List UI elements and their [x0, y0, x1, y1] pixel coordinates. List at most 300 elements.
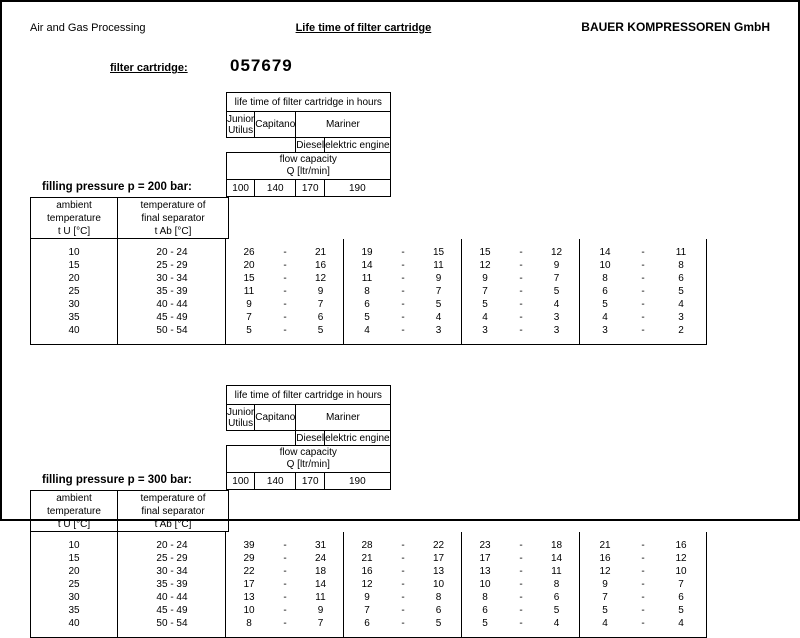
val-170-min: 17 [462, 552, 513, 565]
val-140-max: 17 [432, 553, 445, 564]
val-170-min: 3 [462, 324, 513, 344]
val-100-max: 6 [317, 312, 324, 323]
val-100-max: 11 [315, 592, 326, 603]
tab-value: 20 - 24 [118, 532, 227, 552]
val-100-max: 5 [317, 325, 324, 336]
val-170-max: 9 [553, 260, 560, 271]
table-row [226, 578, 706, 591]
flow-140-200: 140 [255, 180, 296, 197]
val-140-max: 4 [435, 312, 442, 323]
flow-line2-200: Q [ltr/min] [286, 166, 330, 177]
flow-line1-300: flow capacity [279, 447, 337, 458]
document-title: Life time of filter cartridge [295, 22, 432, 34]
val-190-min: 4 [580, 311, 635, 324]
val-170-min: 23 [462, 532, 513, 552]
filter-cartridge-label: filter cartridge: [110, 62, 188, 74]
spacer-b-200 [255, 138, 296, 153]
separator-line1-300: temperature of [140, 492, 206, 504]
val-170-max: 12 [550, 247, 563, 258]
val-140-min: 7 [344, 604, 395, 617]
table-row [226, 617, 706, 637]
dash: - [519, 260, 523, 271]
val-170-min: 5 [462, 617, 513, 637]
val-140-min: 4 [344, 324, 395, 344]
val-190-min: 12 [580, 565, 635, 578]
dash: - [519, 325, 523, 336]
flow-capacity-200 [227, 153, 391, 180]
val-100-min: 39 [243, 540, 255, 551]
val-190-max: 7 [678, 579, 684, 590]
val-140-max: 22 [432, 540, 445, 551]
tab-value: 50 - 54 [118, 324, 227, 344]
val-140-max: 5 [435, 299, 442, 310]
flow-190-300: 190 [325, 473, 390, 490]
val-190-max: 10 [675, 566, 687, 577]
tab-value: 50 - 54 [118, 617, 227, 637]
val-100-max: 21 [314, 247, 327, 258]
val-100-min: 10 [243, 605, 255, 616]
table-title-300: life time of filter cartridge in hours [227, 386, 391, 405]
ambient-line1-200: ambient [56, 199, 92, 211]
val-170-min: 5 [462, 298, 513, 311]
series-junior-line1-200: Junior [227, 113, 255, 125]
val-100-min: 29 [243, 553, 255, 564]
dash: - [401, 605, 405, 616]
flow-190-200: 190 [325, 180, 390, 197]
document-header [30, 12, 770, 34]
dash: - [283, 325, 287, 336]
table-row [31, 552, 226, 565]
dash: - [283, 592, 287, 603]
dash: - [401, 286, 405, 297]
val-140-max: 11 [433, 260, 444, 271]
mariner-diesel-300: Diesel [296, 432, 325, 444]
tab-value: 35 - 39 [118, 578, 227, 591]
val-190-max: 12 [675, 553, 687, 564]
val-170-max: 5 [553, 605, 560, 616]
series-capitano-300: Capitano [255, 405, 296, 431]
tab-value: 45 - 49 [118, 311, 227, 324]
separator-line1-200: temperature of [140, 199, 206, 211]
separator-line2-200: final separator [141, 212, 205, 224]
company-name: BAUER KOMPRESSOREN GmbH [581, 20, 770, 34]
series-junior-line2-300: Utilus [228, 417, 254, 429]
temp-values-table-300 [31, 532, 226, 637]
val-140-min: 12 [344, 578, 395, 591]
val-100-max: 16 [314, 260, 327, 271]
val-190-min: 6 [580, 285, 635, 298]
dash: - [401, 618, 405, 629]
dash: - [641, 566, 645, 577]
val-190-max: 16 [675, 540, 687, 551]
dash: - [283, 312, 287, 323]
val-170-max: 3 [553, 325, 560, 336]
document-body [30, 12, 770, 629]
mariner-electric-200: elektric engine [325, 139, 390, 151]
mariner-diesel-200: Diesel [296, 139, 325, 151]
dash: - [641, 247, 645, 258]
val-170-max: 11 [551, 566, 562, 577]
val-100-max: 12 [314, 273, 327, 284]
dash: - [641, 273, 645, 284]
table-row [31, 239, 226, 259]
dash: - [519, 312, 523, 323]
val-100-max: 7 [317, 618, 324, 629]
tu-value: 35 [68, 605, 80, 616]
val-190-max: 6 [678, 273, 684, 284]
dash: - [519, 299, 523, 310]
ambient-temp-header-200 [31, 198, 118, 239]
lifetime-values-table-200 [226, 239, 706, 344]
dash: - [401, 592, 405, 603]
dash: - [641, 286, 645, 297]
tu-value: 30 [68, 592, 80, 603]
data-right-300 [226, 532, 707, 638]
val-140-min: 11 [344, 272, 395, 285]
tu-value: 10 [68, 540, 80, 551]
val-170-min: 7 [462, 285, 513, 298]
val-170-max: 6 [553, 592, 560, 603]
dash: - [401, 312, 405, 323]
dash: - [519, 273, 523, 284]
flow-line2-300: Q [ltr/min] [286, 459, 330, 470]
val-140-min: 5 [344, 311, 395, 324]
table-row [31, 298, 226, 311]
filter-cartridge-number: 057679 [230, 56, 293, 75]
val-100-min: 11 [243, 286, 255, 297]
val-190-min: 5 [580, 604, 635, 617]
dash: - [283, 540, 287, 551]
table-row [226, 591, 706, 604]
tu-value: 30 [68, 299, 80, 310]
val-190-max: 5 [678, 286, 684, 297]
separator-line3-300: t Ab [°C] [154, 518, 192, 530]
table-row [31, 565, 226, 578]
dash: - [283, 247, 287, 258]
table-row [226, 239, 706, 259]
tu-value: 20 [68, 566, 80, 577]
dash: - [283, 273, 287, 284]
dash: - [283, 299, 287, 310]
val-190-max: 11 [675, 247, 687, 258]
tab-value: 20 - 24 [118, 239, 227, 259]
table-row [31, 604, 226, 617]
table-row [226, 272, 706, 285]
dash: - [519, 566, 523, 577]
dash: - [519, 553, 523, 564]
series-junior-200 [227, 112, 255, 138]
axis-header-row-200 [30, 197, 770, 239]
mariner-electric-300: elektric engine [325, 432, 390, 444]
pressure-block-300 [30, 385, 770, 638]
val-190-max: 4 [678, 618, 684, 629]
axis-header-row-300 [30, 490, 770, 532]
flow-140-300: 140 [255, 473, 296, 490]
val-100-max: 31 [314, 540, 327, 551]
dash: - [519, 579, 523, 590]
val-140-min: 14 [344, 259, 395, 272]
dash: - [641, 579, 645, 590]
val-190-min: 14 [580, 239, 635, 259]
table-row [226, 532, 706, 552]
val-140-max: 6 [435, 605, 442, 616]
val-140-max: 13 [432, 566, 445, 577]
val-190-max: 2 [678, 325, 684, 336]
table-row [226, 259, 706, 272]
flow-capacity-300 [227, 446, 391, 473]
table-row [226, 552, 706, 565]
tu-value: 15 [68, 260, 80, 271]
val-140-max: 3 [435, 325, 442, 336]
dash: - [519, 605, 523, 616]
filter-cartridge-row [110, 56, 770, 76]
val-100-min: 5 [246, 325, 252, 336]
dash: - [641, 325, 645, 336]
val-170-min: 4 [462, 311, 513, 324]
flow-170-200: 170 [296, 180, 325, 197]
val-140-min: 21 [344, 552, 395, 565]
data-left-200 [30, 239, 226, 345]
val-170-min: 9 [462, 272, 513, 285]
val-190-min: 9 [580, 578, 635, 591]
flow-100-300: 100 [227, 473, 255, 490]
dash: - [519, 592, 523, 603]
series-junior-300 [227, 405, 255, 431]
tu-value: 20 [68, 273, 80, 284]
val-140-min: 8 [344, 285, 395, 298]
spacer-b-300 [255, 431, 296, 446]
val-190-min: 3 [580, 324, 635, 344]
val-170-max: 14 [550, 553, 563, 564]
table-row [226, 565, 706, 578]
val-140-min: 6 [344, 617, 395, 637]
tab-value: 35 - 39 [118, 285, 227, 298]
dash: - [283, 605, 287, 616]
val-140-max: 9 [435, 273, 442, 284]
dash: - [283, 260, 287, 271]
filling-pressure-label-300: filling pressure p = 300 bar: [42, 474, 192, 486]
dash: - [519, 540, 523, 551]
dash: - [641, 605, 645, 616]
table-row [31, 285, 226, 298]
ambient-temp-header-300 [31, 491, 118, 532]
dash: - [641, 312, 645, 323]
tu-value: 35 [68, 312, 80, 323]
series-junior-line1-300: Junior [227, 406, 255, 418]
tu-value: 40 [68, 325, 80, 336]
val-100-min: 26 [243, 247, 255, 258]
val-140-max: 8 [435, 592, 442, 603]
val-100-min: 7 [246, 312, 252, 323]
series-capitano-200: Capitano [255, 112, 296, 138]
val-190-min: 21 [580, 532, 635, 552]
dash: - [401, 553, 405, 564]
tu-value: 15 [68, 553, 80, 564]
axis-header-table-200 [30, 197, 229, 239]
pressure-block-200 [30, 92, 770, 345]
dash: - [519, 618, 523, 629]
filling-pressure-label-200: filling pressure p = 200 bar: [42, 181, 192, 193]
val-140-min: 16 [344, 565, 395, 578]
val-100-min: 9 [246, 299, 252, 310]
ambient-line3-200: t U [°C] [57, 225, 91, 237]
ambient-line2-200: temperature [47, 212, 101, 224]
dash: - [641, 553, 645, 564]
tu-value: 10 [68, 247, 80, 258]
flow-170-300: 170 [296, 473, 325, 490]
data-left-300 [30, 532, 226, 638]
block-header-200 [30, 92, 770, 197]
data-region-200 [30, 239, 770, 345]
tu-value: 25 [68, 579, 80, 590]
table-row [31, 591, 226, 604]
tab-value: 25 - 29 [118, 259, 227, 272]
separator-temp-header-200 [118, 198, 229, 239]
val-100-min: 15 [243, 273, 255, 284]
series-mariner-200: Mariner [296, 112, 390, 138]
val-100-min: 8 [246, 618, 252, 629]
dash: - [519, 286, 523, 297]
table-row [31, 259, 226, 272]
table-row [31, 532, 226, 552]
val-100-min: 13 [243, 592, 255, 603]
val-190-max: 6 [678, 592, 684, 603]
ambient-line1-300: ambient [56, 492, 92, 504]
table-row [226, 311, 706, 324]
val-190-min: 5 [580, 298, 635, 311]
val-140-max: 5 [435, 618, 442, 629]
val-170-min: 8 [462, 591, 513, 604]
val-190-min: 7 [580, 591, 635, 604]
val-190-min: 16 [580, 552, 635, 565]
dash: - [401, 247, 405, 258]
ambient-line3-300: t U [°C] [57, 518, 91, 530]
val-140-max: 10 [432, 579, 445, 590]
dash: - [283, 618, 287, 629]
table-header-200 [226, 92, 391, 197]
val-170-max: 7 [553, 273, 560, 284]
data-right-200 [226, 239, 707, 345]
table-row [31, 617, 226, 637]
dash: - [641, 299, 645, 310]
val-140-max: 7 [435, 286, 442, 297]
tu-value: 40 [68, 618, 80, 629]
tab-value: 30 - 34 [118, 565, 227, 578]
val-100-min: 22 [243, 566, 255, 577]
val-190-max: 3 [678, 312, 684, 323]
table-row [31, 311, 226, 324]
val-190-min: 10 [580, 259, 635, 272]
separator-temp-header-300 [118, 491, 229, 532]
dash: - [401, 299, 405, 310]
dash: - [519, 247, 523, 258]
series-mariner-300: Mariner [296, 405, 390, 431]
val-100-max: 18 [314, 566, 327, 577]
val-140-max: 15 [432, 247, 445, 258]
val-190-min: 4 [580, 617, 635, 637]
val-100-max: 14 [314, 579, 327, 590]
lifetime-values-table-300 [226, 532, 706, 637]
table-title-200: life time of filter cartridge in hours [227, 93, 391, 112]
block-header-300 [30, 385, 770, 490]
dash: - [401, 325, 405, 336]
val-170-max: 3 [553, 312, 560, 323]
dash: - [641, 592, 645, 603]
table-row [226, 298, 706, 311]
table-row [226, 324, 706, 344]
val-100-min: 20 [243, 260, 255, 271]
table-header-300 [226, 385, 391, 490]
flow-100-200: 100 [227, 180, 255, 197]
val-170-max: 4 [553, 618, 560, 629]
val-190-max: 8 [678, 260, 684, 271]
val-170-max: 4 [553, 299, 560, 310]
tab-value: 25 - 29 [118, 552, 227, 565]
header-left-text: Air and Gas Processing [30, 22, 146, 34]
val-100-max: 24 [314, 553, 327, 564]
axis-header-table-300 [30, 490, 229, 532]
table-row [226, 285, 706, 298]
table-row [226, 604, 706, 617]
spacer-a-300 [227, 431, 255, 446]
val-100-max: 9 [317, 286, 324, 297]
table-row [31, 578, 226, 591]
dash: - [283, 566, 287, 577]
dash: - [283, 579, 287, 590]
val-170-min: 13 [462, 565, 513, 578]
val-140-min: 28 [344, 532, 395, 552]
val-140-min: 6 [344, 298, 395, 311]
val-190-min: 8 [580, 272, 635, 285]
val-140-min: 19 [344, 239, 395, 259]
val-190-max: 4 [678, 299, 684, 310]
val-170-min: 10 [462, 578, 513, 591]
val-190-max: 5 [678, 605, 684, 616]
val-100-max: 9 [317, 605, 324, 616]
dash: - [401, 273, 405, 284]
dash: - [401, 260, 405, 271]
val-170-min: 15 [462, 239, 513, 259]
table-row [31, 324, 226, 344]
val-170-max: 18 [550, 540, 563, 551]
tu-value: 25 [68, 286, 80, 297]
tab-value: 40 - 44 [118, 591, 227, 604]
dash: - [401, 540, 405, 551]
separator-line3-200: t Ab [°C] [154, 225, 192, 237]
tab-value: 45 - 49 [118, 604, 227, 617]
table-row [31, 272, 226, 285]
dash: - [641, 260, 645, 271]
val-170-max: 8 [553, 579, 560, 590]
data-region-300 [30, 532, 770, 638]
separator-line2-300: final separator [141, 505, 205, 517]
dash: - [283, 553, 287, 564]
dash: - [641, 540, 645, 551]
val-100-max: 7 [317, 299, 324, 310]
tab-value: 40 - 44 [118, 298, 227, 311]
ambient-line2-300: temperature [47, 505, 101, 517]
temp-values-table-200 [31, 239, 226, 344]
dash: - [283, 286, 287, 297]
dash: - [401, 566, 405, 577]
val-100-min: 17 [243, 579, 255, 590]
spacer-a-200 [227, 138, 255, 153]
series-junior-line2-200: Utilus [228, 124, 254, 136]
val-140-min: 9 [344, 591, 395, 604]
val-170-min: 6 [462, 604, 513, 617]
val-170-max: 5 [553, 286, 560, 297]
val-170-min: 12 [462, 259, 513, 272]
